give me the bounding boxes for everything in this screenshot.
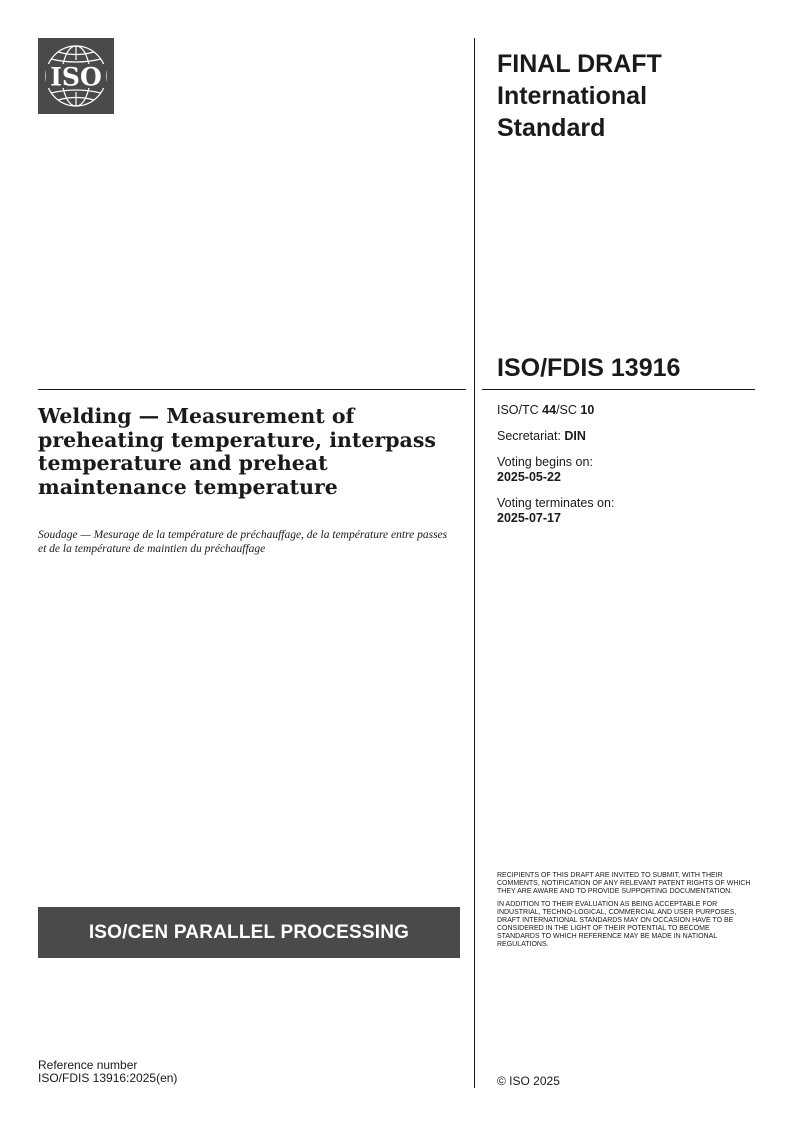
notice-paragraph-1: RECIPIENTS OF THIS DRAFT ARE INVITED TO SUBMIT, WITH THEIR COMMENTS, NOTIFICATION OF ANY RELEVANT PATENT RIGHTS OF WHICH THEY ARE AWARE AND TO PROVIDE SUPPORTING DOCUMENTATION.	[497, 872, 751, 895]
draft-heading-line2: International	[497, 82, 648, 110]
iso-globe-logo-icon	[38, 38, 114, 114]
copyright: © ISO 2025	[497, 1074, 560, 1088]
draft-heading	[497, 48, 747, 144]
french-title: Soudage — Mesurage de la température de préchauffage, de la température entre passes et de la température de maintien du préchauffage	[38, 529, 448, 555]
iso-logo	[38, 38, 114, 114]
standard-number: ISO/FDIS 13916	[497, 354, 681, 382]
svg-text:ISO: ISO	[50, 62, 102, 92]
draft-notice	[497, 872, 752, 949]
vertical-divider	[474, 38, 475, 1088]
reference-value: ISO/FDIS 13916:2025(en)	[38, 1071, 178, 1085]
voting-begins-label: Voting begins on:	[497, 455, 593, 469]
committee-line: ISO/TC 44/SC 10	[497, 403, 595, 417]
parallel-processing-banner: ISO/CEN PARALLEL PROCESSING	[38, 907, 460, 958]
notice-paragraph-2: IN ADDITION TO THEIR EVALUATION AS BEING ACCEPTABLE FOR INDUSTRIAL, TECHNO-LOGICAL, COMMERCIAL AND USER PURPOSES, DRAFT INTERNATIONAL STANDARDS MAY ON OCCASION HAVE TO BE CONSIDERED IN THE LIGHT OF THEIR POTENTIAL TO BECOME STANDARDS TO WHICH REFERENCE MAY BE MADE IN NATIONAL REGULATIONS.	[497, 901, 737, 948]
voting-begins-date: 2025-05-22	[497, 470, 561, 484]
english-title: Welding — Measurement of preheating temperature, interpass temperature and preheat maintenance temperature	[38, 404, 436, 499]
voting-terminates-label: Voting terminates on:	[497, 496, 615, 510]
draft-heading-line3: Standard	[497, 114, 606, 142]
draft-heading-line1: FINAL DRAFT	[497, 50, 662, 78]
reference-label: Reference number	[38, 1058, 138, 1072]
voting-terminates-date: 2025-07-17	[497, 511, 561, 525]
right-horizontal-rule	[482, 389, 755, 390]
document-metadata	[497, 403, 747, 526]
reference-number	[38, 1059, 177, 1085]
secretariat-line: Secretariat: DIN	[497, 429, 586, 443]
left-horizontal-rule	[38, 389, 466, 390]
